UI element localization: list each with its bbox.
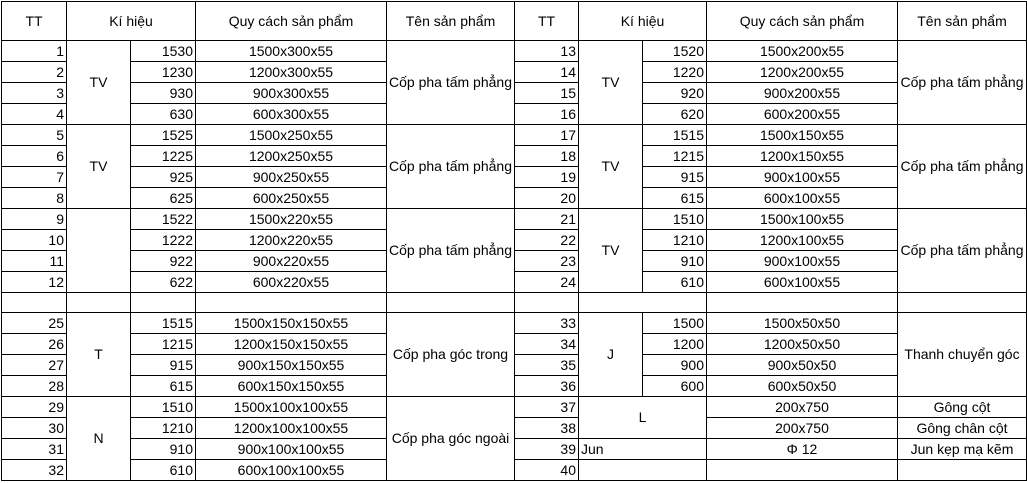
header-symbol: Kí hiệu (67, 2, 196, 41)
code-cell: 610 (131, 460, 196, 481)
tt-cell: 37 (515, 397, 579, 418)
spec-cell: 600x220x55 (196, 272, 387, 293)
spec-cell: 1200x50x50 (707, 334, 898, 355)
spec-cell: 600x100x55 (707, 188, 898, 209)
empty-cell (67, 293, 131, 313)
symbol-cell: TV (67, 41, 131, 125)
spec-cell: 600x200x55 (707, 104, 898, 125)
code-cell: 615 (643, 188, 707, 209)
symbol-cell: Jun (579, 439, 707, 460)
product-name-cell: Gông cột (898, 397, 1027, 418)
table-row (2, 230, 1027, 251)
symbol-cell (67, 209, 131, 293)
code-cell: 1500 (643, 313, 707, 334)
header-product-name-right: Tên sản phẩm (898, 2, 1027, 41)
code-cell: 1210 (643, 230, 707, 251)
code-cell: 930 (131, 83, 196, 104)
tt-cell: 12 (2, 272, 67, 293)
spec-cell: 600x100x100x55 (196, 460, 387, 481)
empty-cell (579, 293, 707, 313)
spec-cell: 200x750 (707, 397, 898, 418)
header-product-name: Tên sản phẩm (387, 2, 515, 41)
tt-cell: 9 (2, 209, 67, 230)
code-cell: 1515 (131, 313, 196, 334)
code-cell: 620 (643, 104, 707, 125)
table-row (2, 125, 1027, 146)
spec-cell: 1500x50x50 (707, 313, 898, 334)
tt-cell: 24 (515, 272, 579, 293)
code-cell: 1222 (131, 230, 196, 251)
product-name-cell: Cốp pha tấm phẳng (898, 41, 1027, 125)
spec-cell: 600x100x55 (707, 272, 898, 293)
spec-cell: 1200x100x100x55 (196, 418, 387, 439)
empty-cell (515, 293, 579, 313)
table-row (2, 83, 1027, 104)
table-row (2, 146, 1027, 167)
spec-cell: 1500x220x55 (196, 209, 387, 230)
code-cell: 910 (131, 439, 196, 460)
table-row (2, 188, 1027, 209)
header-symbol-right: Kí hiệu (579, 2, 707, 41)
code-cell: 1215 (131, 334, 196, 355)
spec-cell: 600x150x150x55 (196, 376, 387, 397)
tt-cell: 38 (515, 418, 579, 439)
tt-cell: 5 (2, 125, 67, 146)
spec-cell: 900x50x50 (707, 355, 898, 376)
tt-cell: 7 (2, 167, 67, 188)
empty-cell (131, 293, 196, 313)
table-row (2, 167, 1027, 188)
spec-cell: 1200x300x55 (196, 62, 387, 83)
code-cell: 630 (131, 104, 196, 125)
empty-cell (707, 293, 898, 313)
spec-cell: 1200x200x55 (707, 62, 898, 83)
product-name-cell: Cốp pha góc ngoài (387, 397, 515, 481)
symbol-cell: N (67, 397, 131, 481)
spec-cell: 900x250x55 (196, 167, 387, 188)
spec-cell: 1200x150x55 (707, 146, 898, 167)
tt-cell: 20 (515, 188, 579, 209)
table-row (2, 355, 1027, 376)
code-cell: 1522 (131, 209, 196, 230)
spec-cell: 900x100x55 (707, 167, 898, 188)
spec-cell: 900x220x55 (196, 251, 387, 272)
tt-cell: 25 (2, 313, 67, 334)
code-cell: 1230 (131, 62, 196, 83)
spec-cell: 1500x100x100x55 (196, 397, 387, 418)
code-cell: 1515 (643, 125, 707, 146)
spec-cell: 1500x150x55 (707, 125, 898, 146)
code-cell: 915 (643, 167, 707, 188)
symbol-cell: TV (579, 125, 643, 209)
product-name-cell (898, 460, 1027, 481)
spec-cell: 900x300x55 (196, 83, 387, 104)
header-spec-right: Quy cách sản phẩm (707, 2, 898, 41)
spec-cell: 600x250x55 (196, 188, 387, 209)
header-tt: TT (2, 2, 67, 41)
table-row (2, 209, 1027, 230)
tt-cell: 6 (2, 146, 67, 167)
table-row (2, 272, 1027, 293)
spec-cell: 1200x250x55 (196, 146, 387, 167)
tt-cell: 15 (515, 83, 579, 104)
tt-cell: 8 (2, 188, 67, 209)
code-cell: 1520 (643, 41, 707, 62)
tt-cell: 27 (2, 355, 67, 376)
tt-cell: 11 (2, 251, 67, 272)
spec-cell: 1500x200x55 (707, 41, 898, 62)
spec-cell: 1500x150x150x55 (196, 313, 387, 334)
tt-cell: 1 (2, 41, 67, 62)
tt-cell: 18 (515, 146, 579, 167)
product-name-cell: Cốp pha tấm phẳng (387, 125, 515, 209)
spec-cell: 1500x250x55 (196, 125, 387, 146)
spec-cell: 1500x100x55 (707, 209, 898, 230)
table-row (2, 104, 1027, 125)
header-tt-right: TT (515, 2, 579, 41)
code-cell: 1525 (131, 125, 196, 146)
code-cell: 1200 (643, 334, 707, 355)
spec-cell: 200x750 (707, 418, 898, 439)
tt-cell: 36 (515, 376, 579, 397)
tt-cell: 3 (2, 83, 67, 104)
code-cell: 1210 (131, 418, 196, 439)
tt-cell: 13 (515, 41, 579, 62)
spec-cell: 900x100x55 (707, 251, 898, 272)
symbol-cell (579, 460, 707, 481)
tt-cell: 29 (2, 397, 67, 418)
header-spec: Quy cách sản phẩm (196, 2, 387, 41)
symbol-cell: T (67, 313, 131, 397)
code-cell: 915 (131, 355, 196, 376)
spec-cell: 600x50x50 (707, 376, 898, 397)
code-cell: 622 (131, 272, 196, 293)
table-row (2, 62, 1027, 83)
spec-cell (707, 460, 898, 481)
spec-cell: 900x100x100x55 (196, 439, 387, 460)
code-cell: 625 (131, 188, 196, 209)
product-name-cell: Gông chân cột (898, 418, 1027, 439)
table-row (2, 418, 1027, 439)
code-cell: 910 (643, 251, 707, 272)
spec-cell: 1200x150x150x55 (196, 334, 387, 355)
product-name-cell: Thanh chuyển góc (898, 313, 1027, 397)
code-cell: 900 (643, 355, 707, 376)
symbol-cell: TV (67, 125, 131, 209)
code-cell: 1530 (131, 41, 196, 62)
spec-cell: 900x200x55 (707, 83, 898, 104)
tt-cell: 4 (2, 104, 67, 125)
symbol-cell: TV (579, 209, 643, 293)
table-body (2, 2, 1027, 481)
product-spec-table (1, 1, 1027, 481)
tt-cell: 26 (2, 334, 67, 355)
table-row (2, 397, 1027, 418)
tt-cell: 40 (515, 460, 579, 481)
spec-cell: 1500x300x55 (196, 41, 387, 62)
spec-cell: 1200x100x55 (707, 230, 898, 251)
spec-cell: 900x150x150x55 (196, 355, 387, 376)
code-cell: 920 (643, 83, 707, 104)
tt-cell: 14 (515, 62, 579, 83)
tt-cell: 22 (515, 230, 579, 251)
product-name-cell: Cốp pha tấm phẳng (387, 209, 515, 293)
tt-cell: 21 (515, 209, 579, 230)
tt-cell: 19 (515, 167, 579, 188)
table-row (2, 460, 1027, 481)
code-cell: 1510 (643, 209, 707, 230)
tt-cell: 39 (515, 439, 579, 460)
blank-row (2, 293, 1027, 313)
code-cell: 1215 (643, 146, 707, 167)
empty-cell (2, 293, 67, 313)
tt-cell: 32 (2, 460, 67, 481)
product-name-cell: Jun kẹp mạ kẽm (898, 439, 1027, 460)
tt-cell: 34 (515, 334, 579, 355)
symbol-cell: J (579, 313, 643, 397)
code-cell: 925 (131, 167, 196, 188)
tt-cell: 16 (515, 104, 579, 125)
code-cell: 1510 (131, 397, 196, 418)
symbol-cell: L (579, 397, 707, 439)
tt-cell: 10 (2, 230, 67, 251)
tt-cell: 23 (515, 251, 579, 272)
tt-cell: 30 (2, 418, 67, 439)
spec-cell: 1200x220x55 (196, 230, 387, 251)
code-cell: 615 (131, 376, 196, 397)
empty-cell (196, 293, 387, 313)
empty-cell (387, 293, 515, 313)
tt-cell: 2 (2, 62, 67, 83)
tt-cell: 17 (515, 125, 579, 146)
spec-cell: Φ 12 (707, 439, 898, 460)
table-row (2, 376, 1027, 397)
table-row (2, 313, 1027, 334)
tt-cell: 33 (515, 313, 579, 334)
table-row (2, 41, 1027, 62)
code-cell: 1225 (131, 146, 196, 167)
header-row (2, 2, 1027, 41)
spec-cell: 600x300x55 (196, 104, 387, 125)
code-cell: 610 (643, 272, 707, 293)
product-name-cell: Cốp pha góc trong (387, 313, 515, 397)
table-row (2, 251, 1027, 272)
symbol-cell: TV (579, 41, 643, 125)
tt-cell: 31 (2, 439, 67, 460)
tt-cell: 35 (515, 355, 579, 376)
code-cell: 1220 (643, 62, 707, 83)
product-name-cell: Cốp pha tấm phẳng (898, 209, 1027, 293)
product-name-cell: Cốp pha tấm phẳng (898, 125, 1027, 209)
tt-cell: 28 (2, 376, 67, 397)
product-name-cell: Cốp pha tấm phẳng (387, 41, 515, 125)
table-row (2, 334, 1027, 355)
code-cell: 600 (643, 376, 707, 397)
empty-cell (898, 293, 1027, 313)
code-cell: 922 (131, 251, 196, 272)
table-row (2, 439, 1027, 460)
